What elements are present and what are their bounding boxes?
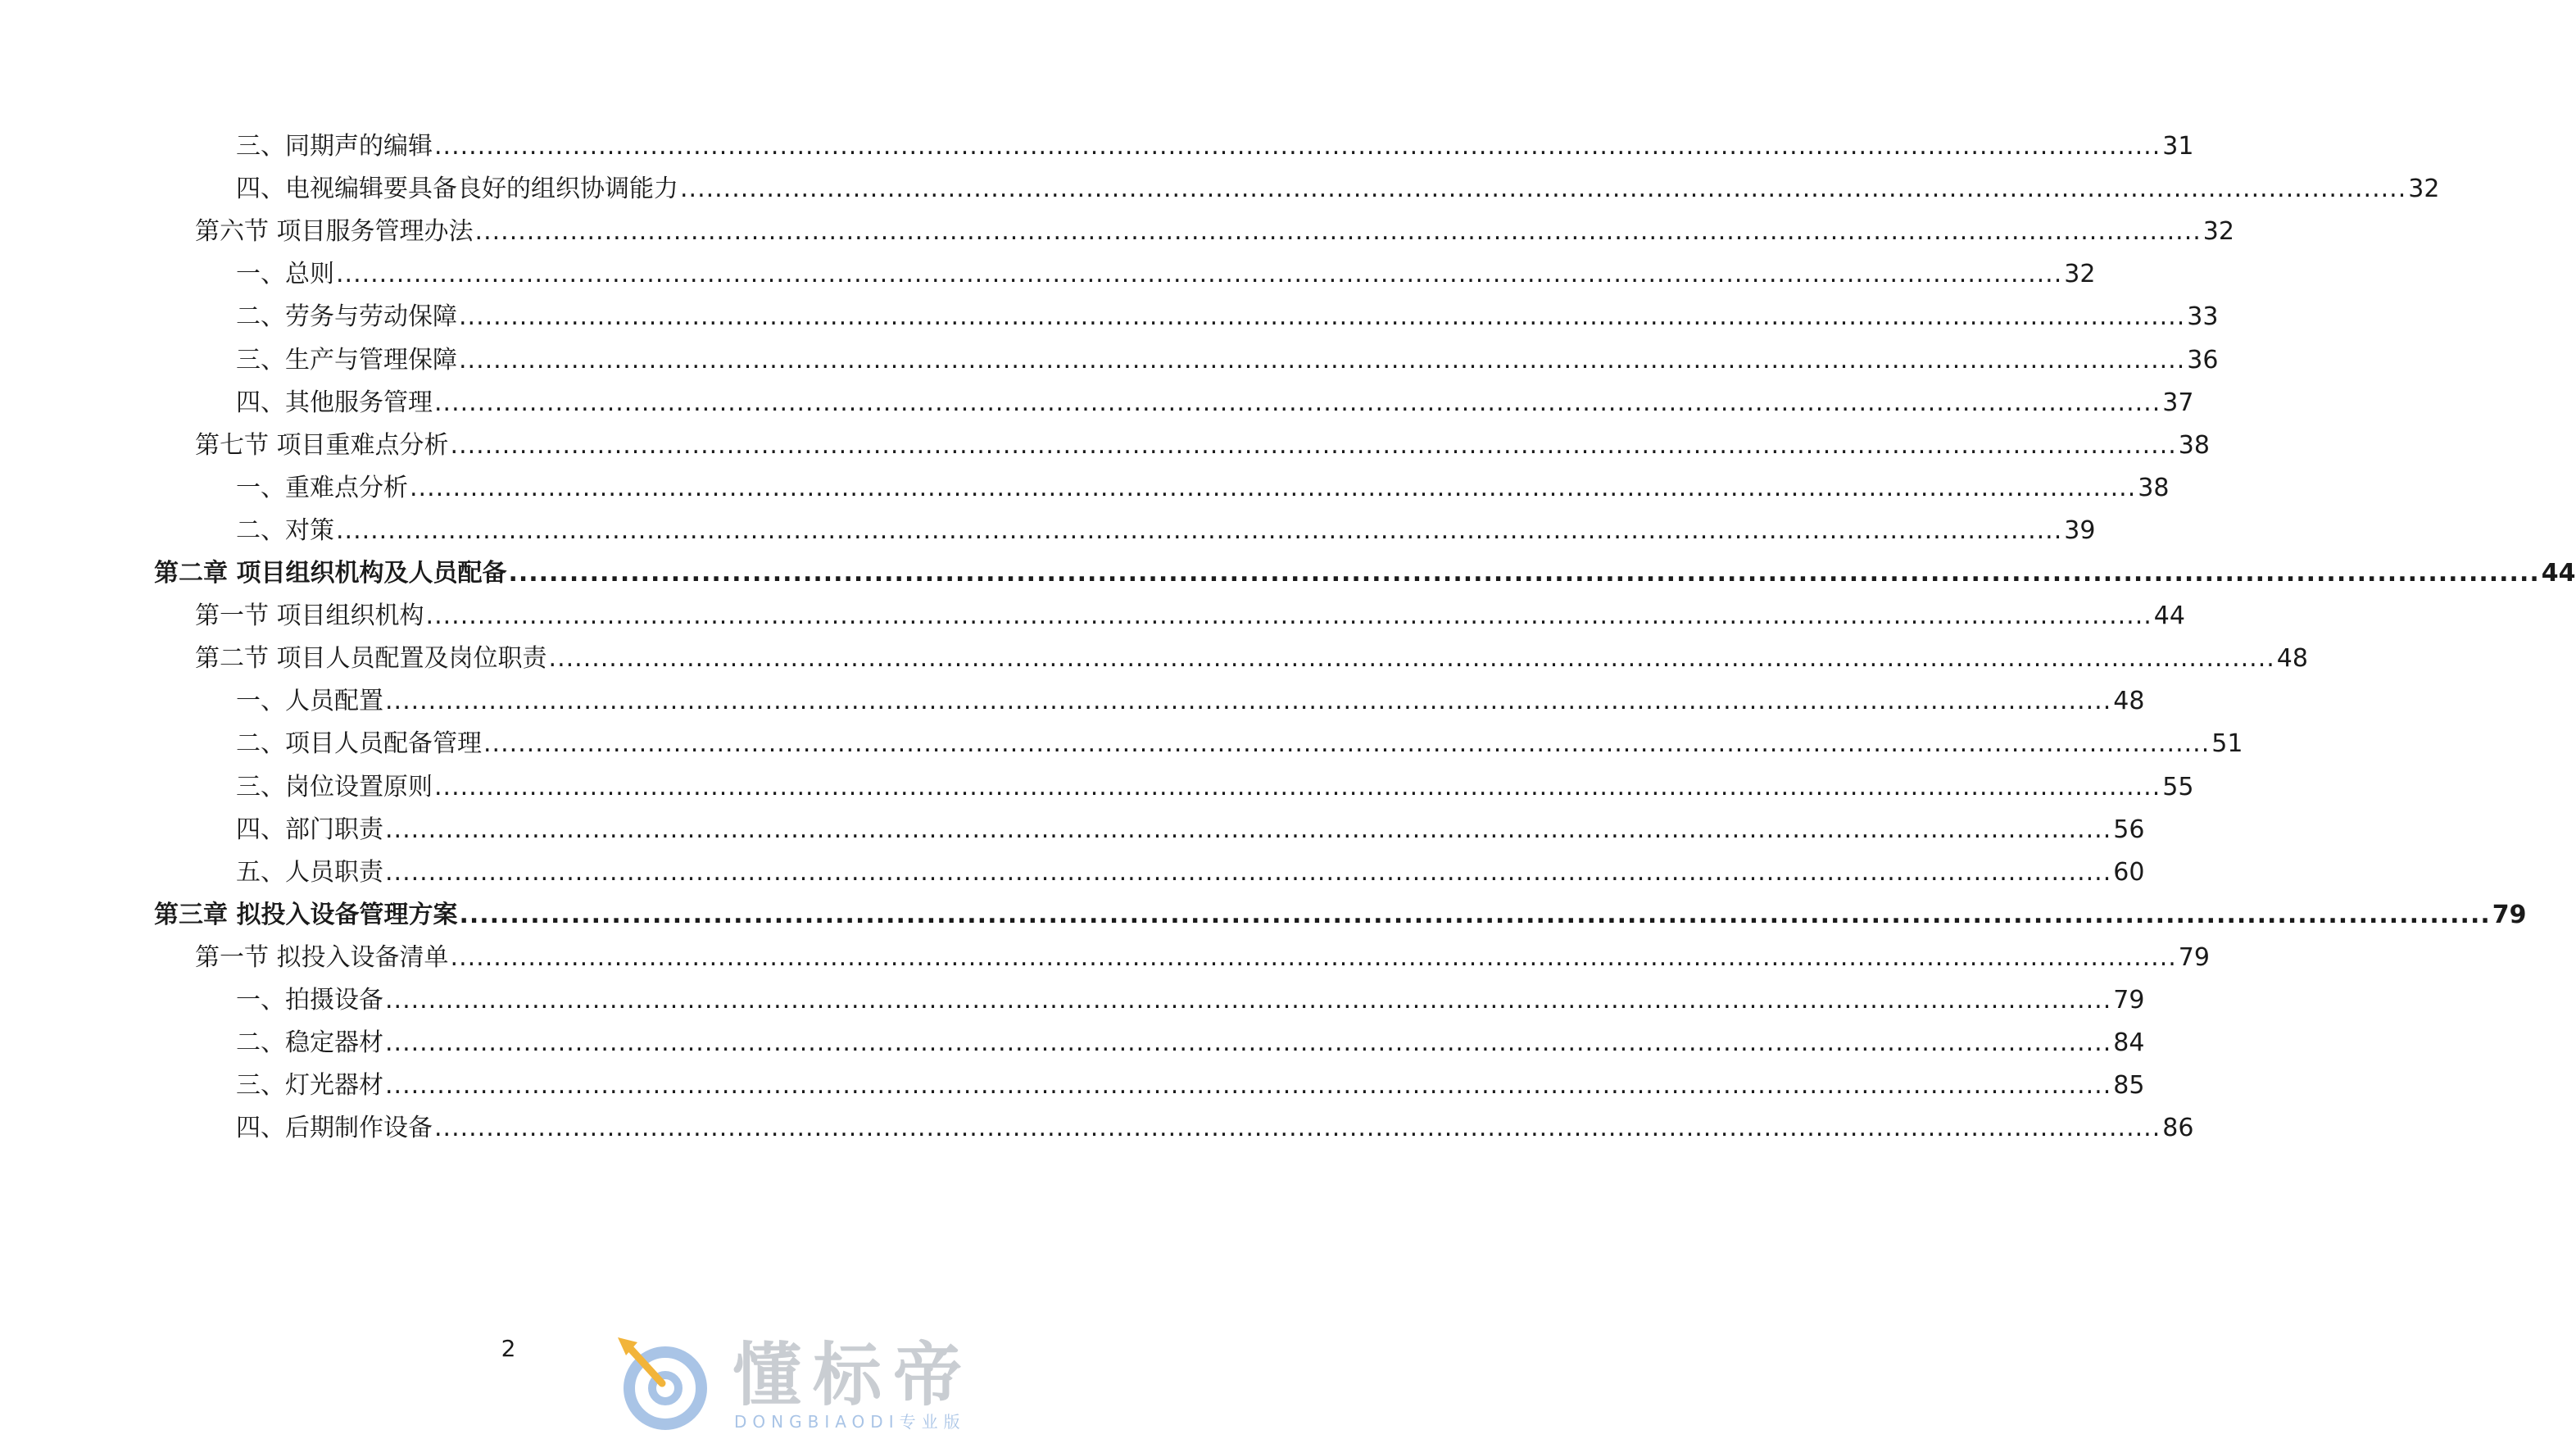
toc-entry-title: 五、人员职责 bbox=[236, 858, 383, 887]
watermark-brand: 懂标帝 bbox=[732, 1335, 974, 1415]
toc-entry-page: 56 bbox=[2113, 815, 2145, 844]
target-arrow-icon bbox=[610, 1334, 716, 1434]
toc-dot-leader: ........................................................................................................................................................................................................ bbox=[434, 388, 2161, 417]
toc-entry-item[interactable] bbox=[236, 171, 2440, 207]
toc-entry-item[interactable] bbox=[236, 470, 2170, 506]
toc-entry-page: 60 bbox=[2113, 858, 2145, 887]
toc-entry-item[interactable] bbox=[236, 683, 2145, 720]
toc-entry-page: 79 bbox=[2492, 901, 2527, 929]
toc-dot-leader: ........................................................................................................................................................................................................ bbox=[434, 773, 2161, 801]
toc-dot-leader: ........................................................................................................................................................................................................ bbox=[459, 302, 2186, 331]
toc-entry-section[interactable] bbox=[195, 940, 2210, 976]
toc-dot-leader: ........................................................................................................................................................................................................ bbox=[459, 346, 2186, 375]
toc-entry-title: 第一节 项目组织机构 bbox=[195, 601, 424, 630]
toc-entry-chapter[interactable] bbox=[154, 556, 2576, 592]
toc-entry-page: 32 bbox=[2202, 217, 2234, 246]
toc-dot-leader: ........................................................................................................................................................................................................ bbox=[385, 1071, 2112, 1100]
toc-entry-title: 三、同期声的编辑 bbox=[236, 132, 433, 161]
toc-entry-title: 四、其他服务管理 bbox=[236, 388, 433, 417]
toc-entry-title: 第三章 拟投入设备管理方案 bbox=[154, 901, 458, 929]
toc-entry-title: 一、总则 bbox=[236, 260, 334, 288]
toc-entry-section[interactable] bbox=[195, 428, 2210, 464]
toc-entry-title: 四、后期制作设备 bbox=[236, 1114, 433, 1142]
toc-entry-chapter[interactable] bbox=[154, 897, 2527, 933]
toc-entry-title: 第六节 项目服务管理办法 bbox=[195, 217, 474, 246]
toc-entry-title: 二、对策 bbox=[236, 516, 334, 545]
toc-entry-title: 第一节 拟投入设备清单 bbox=[195, 943, 449, 972]
toc-entry-section[interactable] bbox=[195, 214, 2234, 250]
toc-entry-item[interactable] bbox=[236, 343, 2219, 379]
toc-entry-item[interactable] bbox=[236, 1025, 2145, 1061]
toc-entry-page: 36 bbox=[2187, 346, 2219, 375]
toc-entry-title: 二、劳务与劳动保障 bbox=[236, 302, 457, 331]
toc-entry-title: 二、稳定器材 bbox=[236, 1028, 383, 1057]
toc-entry-page: 79 bbox=[2113, 986, 2145, 1015]
toc-entry-item[interactable] bbox=[236, 726, 2243, 762]
toc-entry-page: 33 bbox=[2187, 302, 2219, 331]
toc-entry-section[interactable] bbox=[195, 641, 2308, 677]
toc-dot-leader: ........................................................................................................................................................................................................ bbox=[385, 687, 2112, 715]
toc-entry-page: 38 bbox=[2178, 431, 2210, 460]
toc-entry-page: 48 bbox=[2276, 644, 2308, 673]
toc-entry-page: 32 bbox=[2408, 175, 2440, 203]
toc-entry-item[interactable] bbox=[236, 1110, 2194, 1146]
toc-entry-page: 85 bbox=[2113, 1071, 2145, 1100]
toc-entry-title: 一、人员配置 bbox=[236, 687, 383, 715]
watermark-subtitle: DONGBIAODI专业版 bbox=[734, 1412, 966, 1432]
toc-dot-leader: ........................................................................................................................................................................................................ bbox=[680, 175, 2407, 203]
toc-dot-leader: ........................................................................................................................................................................................................ bbox=[548, 644, 2275, 673]
toc-dot-leader: ........................................................................................................................................................................................................ bbox=[508, 559, 2540, 588]
toc-dot-leader: ........................................................................................................................................................................................................ bbox=[336, 260, 2063, 288]
toc-dot-leader: ........................................................................................................................................................................................................ bbox=[425, 601, 2152, 630]
toc-entry-page: 38 bbox=[2138, 474, 2170, 502]
toc-entry-page: 39 bbox=[2064, 516, 2096, 545]
toc-entry-section[interactable] bbox=[195, 598, 2185, 634]
toc-entry-page: 55 bbox=[2162, 773, 2194, 801]
toc-entry-title: 第七节 项目重难点分析 bbox=[195, 431, 449, 460]
toc-entry-title: 四、电视编辑要具备良好的组织协调能力 bbox=[236, 175, 678, 203]
toc-entry-page: 84 bbox=[2113, 1028, 2145, 1057]
toc-entry-page: 44 bbox=[2153, 601, 2185, 630]
toc-dot-leader: ........................................................................................................................................................................................................ bbox=[474, 217, 2202, 246]
toc-entry-page: 48 bbox=[2113, 687, 2145, 715]
toc-dot-leader: ........................................................................................................................................................................................................ bbox=[336, 516, 2063, 545]
toc-entry-title: 一、拍摄设备 bbox=[236, 986, 383, 1015]
toc-entry-item[interactable] bbox=[236, 256, 2096, 293]
toc-entry-page: 44 bbox=[2541, 559, 2576, 588]
toc-entry-item[interactable] bbox=[236, 812, 2145, 848]
toc-dot-leader: ........................................................................................................................................................................................................ bbox=[385, 986, 2112, 1015]
toc-entry-page: 79 bbox=[2178, 943, 2210, 972]
toc-dot-leader: ........................................................................................................................................................................................................ bbox=[434, 132, 2161, 161]
toc-entry-page: 37 bbox=[2162, 388, 2194, 417]
toc-entry-item[interactable] bbox=[236, 129, 2194, 165]
toc-dot-leader: ........................................................................................................................................................................................................ bbox=[385, 858, 2112, 887]
toc-entry-title: 二、项目人员配备管理 bbox=[236, 729, 482, 758]
page-number: 2 bbox=[501, 1335, 516, 1362]
toc-dot-leader: ........................................................................................................................................................................................................ bbox=[483, 729, 2211, 758]
toc-dot-leader: ........................................................................................................................................................................................................ bbox=[385, 815, 2112, 844]
toc-entry-page: 86 bbox=[2162, 1114, 2194, 1142]
toc-entry-item[interactable] bbox=[236, 385, 2194, 421]
toc-entry-item[interactable] bbox=[236, 299, 2219, 335]
toc-entry-title: 第二章 项目组织机构及人员配备 bbox=[154, 559, 507, 588]
toc-dot-leader: ........................................................................................................................................................................................................ bbox=[459, 901, 2491, 929]
watermark bbox=[610, 1334, 1003, 1434]
toc-dot-leader: ........................................................................................................................................................................................................ bbox=[410, 474, 2137, 502]
toc-entry-item[interactable] bbox=[236, 513, 2096, 549]
toc-entry-item[interactable] bbox=[236, 983, 2145, 1019]
toc-dot-leader: ........................................................................................................................................................................................................ bbox=[450, 431, 2177, 460]
toc-entry-title: 第二节 项目人员配置及岗位职责 bbox=[195, 644, 547, 673]
toc-dot-leader: ........................................................................................................................................................................................................ bbox=[450, 943, 2177, 972]
toc-entry-title: 一、重难点分析 bbox=[236, 474, 408, 502]
toc-dot-leader: ........................................................................................................................................................................................................ bbox=[385, 1028, 2112, 1057]
toc-entry-item[interactable] bbox=[236, 1068, 2145, 1104]
toc-entry-item[interactable] bbox=[236, 855, 2145, 891]
toc-entry-page: 32 bbox=[2064, 260, 2096, 288]
toc-entry-title: 三、生产与管理保障 bbox=[236, 346, 457, 375]
toc-entry-title: 三、岗位设置原则 bbox=[236, 773, 433, 801]
toc-entry-page: 51 bbox=[2211, 729, 2243, 758]
toc-entry-item[interactable] bbox=[236, 769, 2194, 806]
toc-dot-leader: ........................................................................................................................................................................................................ bbox=[434, 1114, 2161, 1142]
toc-entry-title: 三、灯光器材 bbox=[236, 1071, 383, 1100]
toc-entry-title: 四、部门职责 bbox=[236, 815, 383, 844]
toc-entry-page: 31 bbox=[2162, 132, 2194, 161]
